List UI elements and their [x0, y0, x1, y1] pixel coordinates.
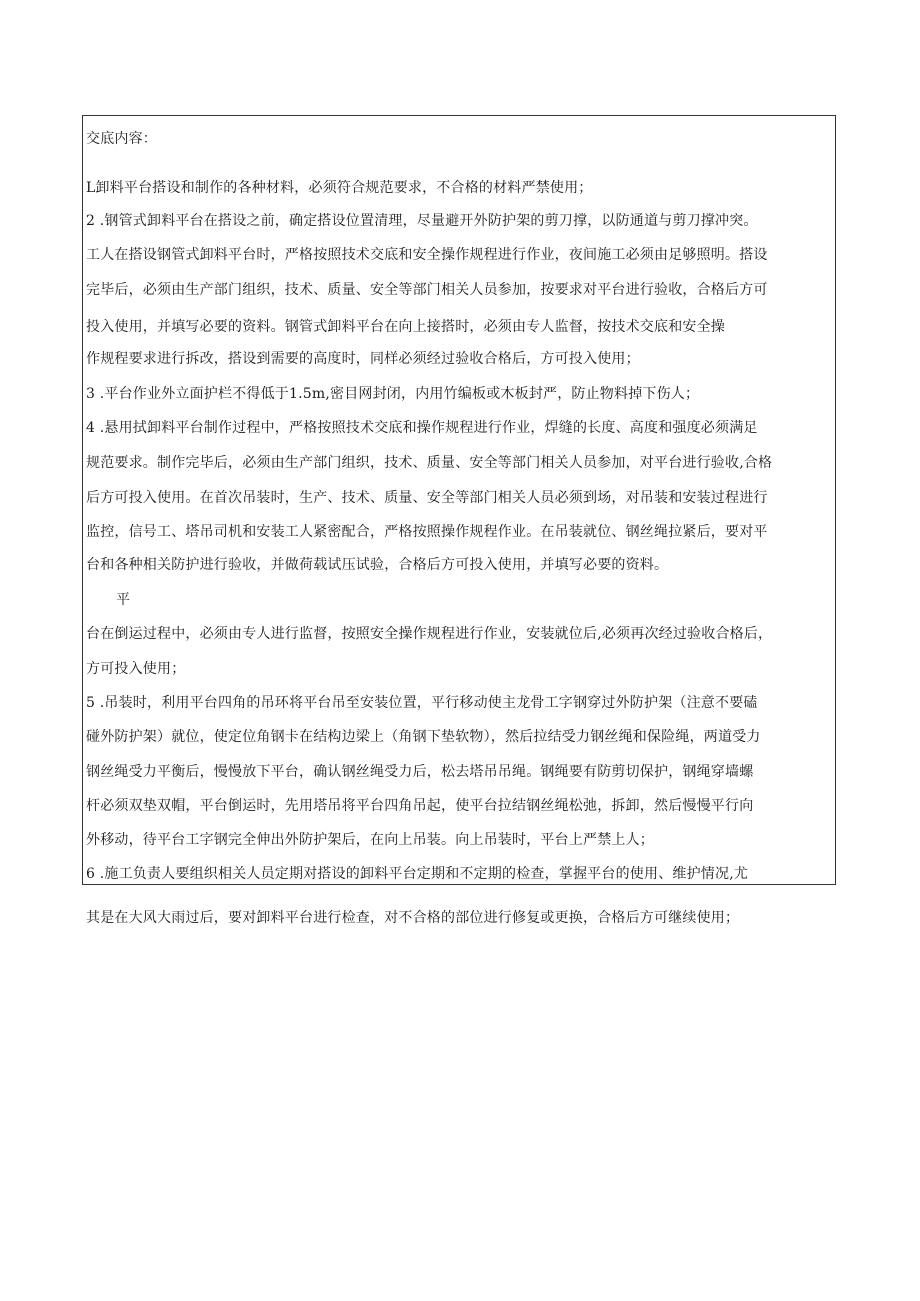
section-heading: 交底内容： [86, 131, 157, 147]
paragraph-line: 完毕后，必须由生产部门组织，技术、质量、安全等部门相关人员参加，按要求对平台进行验收，合格后方可 [86, 282, 768, 298]
paragraph-line: 4 .悬用拭卸料平台制作过程中，严格按照技术交底和操作规程进行作业，焊缝的长度、高度和强度必须满足 [86, 420, 758, 436]
paragraph-line: 工人在搭设钢管式卸料平台时，严格按照技术交底和安全操作规程进行作业，夜间施工必须由足够照明。搭设 [86, 247, 768, 263]
paragraph-line: 3 .平台作业外立面护栏不得低于1.5m,密目网封闭，内用竹编板或木板封严，防止物料掉下伤人； [86, 386, 700, 402]
paragraph-line: 作规程要求进行拆改，搭设到需要的高度时，同样必须经过验收合格后，方可投入使用； [86, 351, 640, 367]
paragraph-line: 监控，信号工、塔吊司机和安装工人紧密配合，严格按照操作规程作业。在吊装就位、钢丝绳拉紧后，要对平 [86, 524, 768, 540]
paragraph-line: 6 .施工负责人要组织相关人员定期对搭设的卸料平台定期和不定期的检查，掌握平台的使用、维护情况,尤 [86, 866, 749, 882]
paragraph-line: 台在倒运过程中，必须由专人进行监督，按照安全操作规程进行作业，安装就位后,必须再次经过验收合格后， [86, 626, 773, 642]
paragraph-line: 碰外防护架）就位，使定位角钢卡在结构边梁上（角钢下垫软物），然后拉结受力钢丝绳和保险绳，两道受力 [86, 729, 761, 745]
paragraph-line: 2 .钢管式卸料平台在搭设之前，确定搭设位置清理，尽量避开外防护架的剪刀撑，以防通道与剪刀撑冲突。 [86, 213, 758, 229]
paragraph-line: 外移动，待平台工字钢完全伸出外防护架后，在向上吊装。向上吊装时，平台上严禁上人； [86, 832, 654, 848]
paragraph-line: 其是在大风大雨过后，要对卸料平台进行检查，对不合格的部位进行修复或更换，合格后方可继续使用； [86, 910, 740, 926]
paragraph-line: 投入使用，并填写必要的资料。钢管式卸料平台在向上接搭时，必须由专人监督，按技术交底和安全操 [86, 319, 725, 335]
paragraph-line: 台和各种相关防护进行验收，并做荷载试压试验，合格后方可投入使用，并填写必要的资料。 [86, 557, 669, 573]
paragraph-line: L卸料平台搭设和制作的各种材料，必须符合规范要求，不合格的材料严禁使用； [86, 180, 593, 196]
paragraph-line: 方可投入使用； [86, 661, 186, 677]
paragraph-line: 后方可投入使用。在首次吊装时，生产、技术、质量、安全等部门相关人员必须到场，对吊装和安装过程进行 [86, 490, 768, 506]
paragraph-line: 钢丝绳受力平衡后，慢慢放下平台，确认钢丝绳受力后，松去塔吊吊绳。钢绳要有防剪切保护，钢绳穿墙螺 [86, 764, 754, 780]
paragraph-line: 规范要求。制作完毕后，必须由生产部门组织，技术、质量、安全等部门相关人员参加，对平台进行验收,合格 [86, 455, 773, 471]
paragraph-line: 杆必须双垫双帽，平台倒运时，先用塔吊将平台四角吊起，使平台拉结钢丝绳松弛，拆卸，然后慢慢平行向 [86, 798, 754, 814]
paragraph-line: 平 [116, 592, 131, 608]
paragraph-line: 5 .吊装时，利用平台四角的吊环将平台吊至安装位置，平行移动使主龙骨工字钢穿过外防护架（注意不要磕 [86, 695, 758, 711]
